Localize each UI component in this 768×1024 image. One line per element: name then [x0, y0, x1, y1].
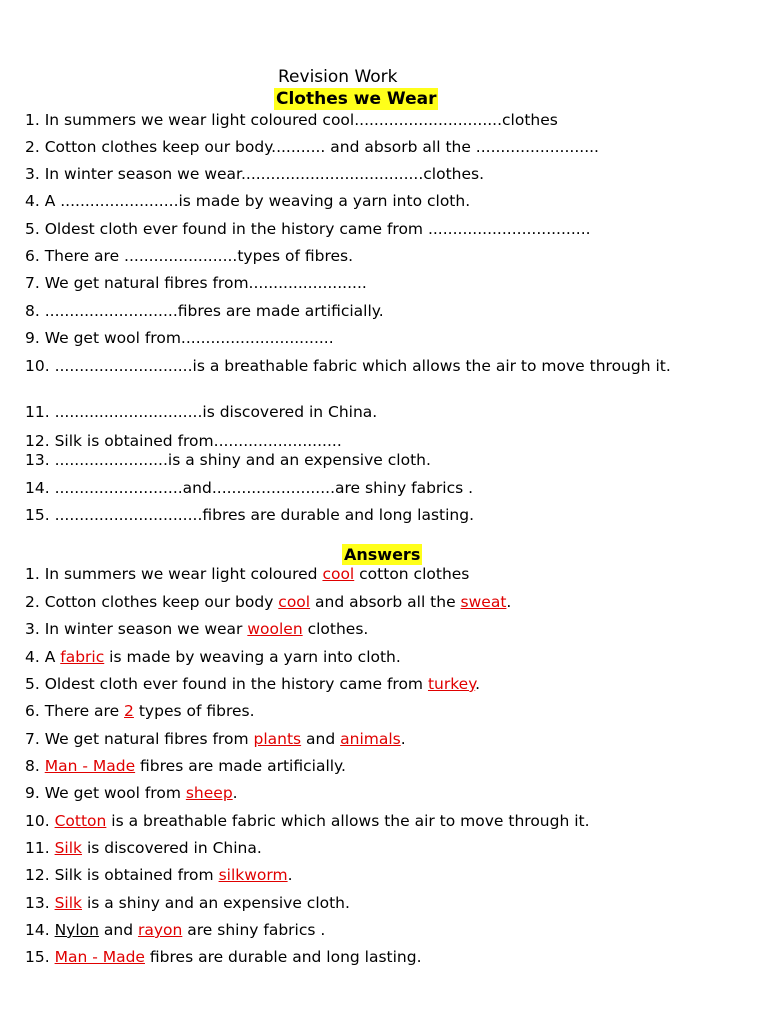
- answer-line: [25, 948, 738, 967]
- answer-text: 2. Cotton clothes keep our body: [25, 593, 279, 611]
- answer-text: 6. There are: [25, 702, 125, 720]
- question-line: 14. ..........................and.........................are shiny fabrics .: [25, 479, 474, 497]
- answer-text: fibres are durable and long lasting.: [144, 948, 422, 966]
- answer-word: Man - Made: [44, 757, 136, 775]
- answer-text: 15.: [25, 948, 55, 966]
- answer-word: Man - Made: [54, 948, 145, 966]
- answer-line: [25, 812, 738, 831]
- answer-text: 4. A: [25, 648, 61, 666]
- worksheet-subtitle: Clothes we Wear: [276, 89, 437, 109]
- question-line: 4. A ........................is made by weaving a yarn into cloth.: [25, 192, 471, 210]
- answer-line: [25, 730, 738, 749]
- answer-text: is discovered in China.: [82, 839, 262, 857]
- answer-text: are shiny fabrics .: [182, 921, 326, 939]
- answer-word: sweat: [460, 593, 507, 611]
- answer-word: silkworm: [218, 866, 288, 884]
- answer-text: 7. We get natural fibres from: [25, 730, 254, 748]
- question-line: 10. ............................is a breathable fabric which allows the air to move through it.: [25, 357, 671, 375]
- answer-text: .: [232, 784, 238, 802]
- answer-line: [25, 675, 738, 694]
- answer-text: .: [400, 730, 406, 748]
- answer-text: cotton clothes: [354, 565, 470, 583]
- answer-word: Silk: [54, 894, 83, 912]
- answer-text: and absorb all the: [310, 593, 461, 611]
- answer-line: [25, 702, 738, 721]
- answer-text: is a breathable fabric which allows the air to move through it.: [106, 812, 590, 830]
- answer-word: rayon: [137, 921, 183, 939]
- question-line: 2. Cotton clothes keep our body........... and absorb all the .........................: [25, 138, 599, 156]
- answer-text: .: [506, 593, 512, 611]
- answer-line: [25, 921, 738, 940]
- answer-word: turkey: [427, 675, 476, 693]
- answer-text: and: [98, 921, 138, 939]
- answer-line: [25, 648, 738, 667]
- answer-word: Nylon: [54, 921, 99, 939]
- answer-text: types of fibres.: [133, 702, 255, 720]
- question-line: 5. Oldest cloth ever found in the history came from .................................: [25, 220, 591, 238]
- question-line: 9. We get wool from...............................: [25, 329, 334, 347]
- answer-text: .: [287, 866, 293, 884]
- answer-line: [25, 620, 738, 639]
- answer-text: .: [475, 675, 481, 693]
- question-line: 6. There are .......................types of fibres.: [25, 247, 354, 265]
- answer-text: is made by weaving a yarn into cloth.: [104, 648, 401, 666]
- answer-text: 3. In winter season we wear: [25, 620, 248, 638]
- question-line: 15. ..............................fibres are durable and long lasting.: [25, 506, 475, 524]
- answer-text: clothes.: [302, 620, 369, 638]
- answer-text: is a shiny and an expensive cloth.: [82, 894, 350, 912]
- question-line: 8. ...........................fibres are made artificially.: [25, 302, 384, 320]
- answer-text: 5. Oldest cloth ever found in the history came from: [25, 675, 428, 693]
- answer-line: [25, 866, 738, 885]
- answer-text: 13.: [25, 894, 55, 912]
- answer-text: 11.: [25, 839, 55, 857]
- question-line: 12. Silk is obtained from..........................: [25, 432, 342, 450]
- answer-text: 1. In summers we wear light coloured: [25, 565, 323, 583]
- answer-line: [25, 784, 738, 803]
- question-line: 7. We get natural fibres from........................: [25, 274, 367, 292]
- answer-text: 12. Silk is obtained from: [25, 866, 219, 884]
- answer-word: plants: [253, 730, 302, 748]
- answer-line: [25, 593, 738, 612]
- answer-word: Cotton: [54, 812, 107, 830]
- answer-word: Silk: [54, 839, 83, 857]
- question-line: 13. .......................is a shiny and an expensive cloth.: [25, 451, 431, 469]
- answer-text: 9. We get wool from: [25, 784, 186, 802]
- answer-word: fabric: [60, 648, 105, 666]
- answer-word: cool: [278, 593, 311, 611]
- answer-line: [25, 565, 738, 584]
- answer-word: 2: [124, 702, 134, 720]
- answer-word: animals: [340, 730, 401, 748]
- answer-line: [25, 757, 738, 776]
- answer-text: 8.: [25, 757, 45, 775]
- answer-line: [25, 839, 738, 858]
- answer-text: 10.: [25, 812, 55, 830]
- question-line: 1. In summers we wear light coloured cool..............................clothes: [25, 111, 558, 129]
- answer-word: woolen: [247, 620, 303, 638]
- answer-text: and: [301, 730, 341, 748]
- answer-line: [25, 894, 738, 913]
- answer-word: sheep: [185, 784, 233, 802]
- answer-text: fibres are made artificially.: [135, 757, 346, 775]
- question-line: 3. In winter season we wear.....................................clothes.: [25, 165, 485, 183]
- answer-text: 14.: [25, 921, 55, 939]
- question-line: 11. ..............................is discovered in China.: [25, 403, 378, 421]
- answer-word: cool: [322, 565, 355, 583]
- answers-heading: Answers: [344, 545, 421, 564]
- page-title: Revision Work: [278, 67, 398, 87]
